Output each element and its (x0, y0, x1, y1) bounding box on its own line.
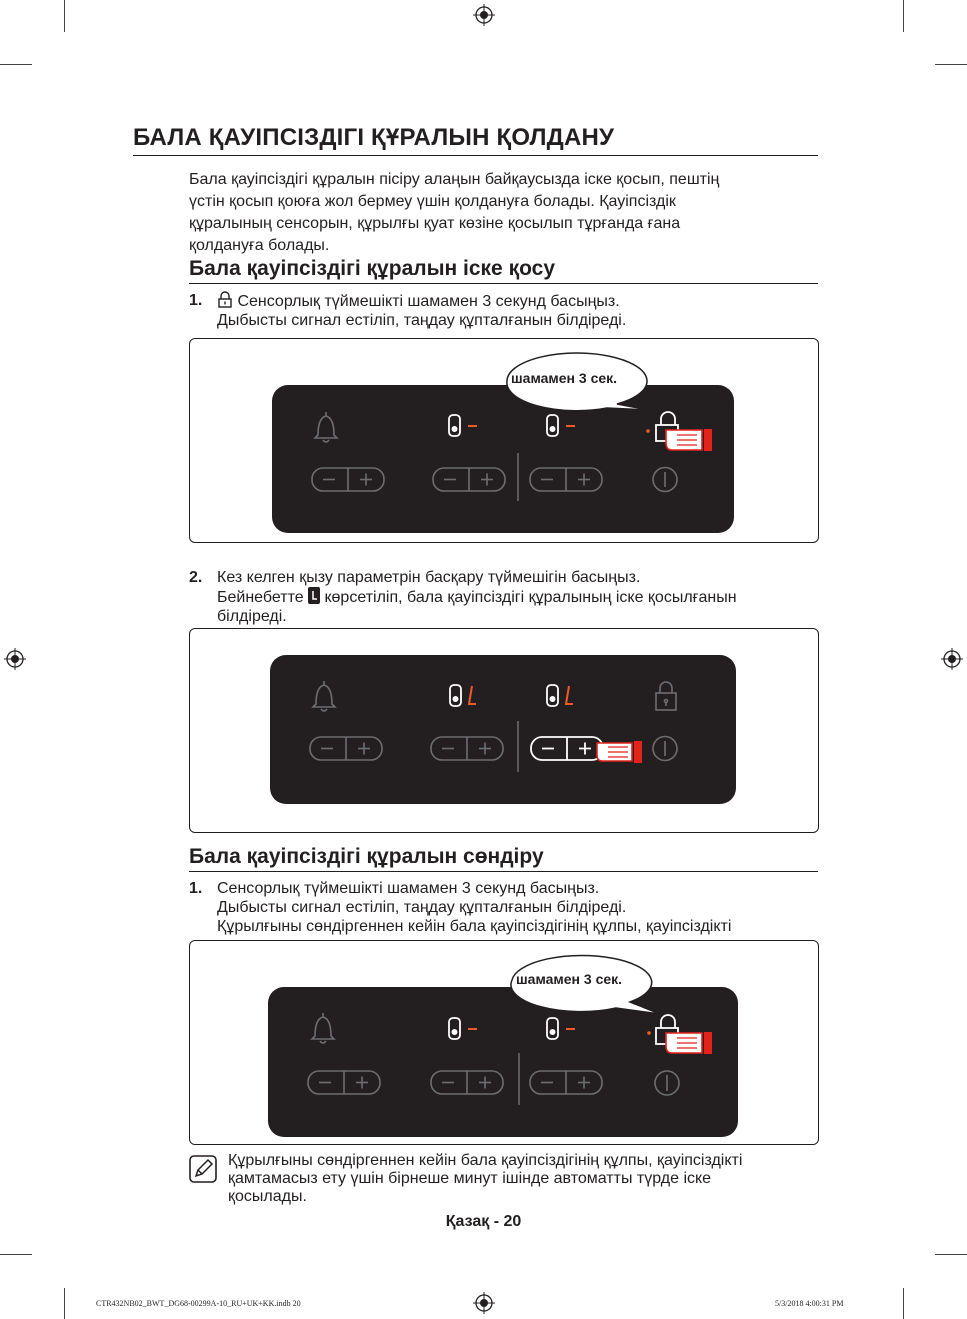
slider-control-2 (431, 737, 503, 760)
slider-control-2 (433, 468, 505, 491)
step-text: көрсетіліп, бала қауіпсіздігі құралының іске қосылғанын (324, 589, 737, 606)
registration-mark-icon (473, 1292, 495, 1314)
bubble-label: шамамен 3 сек. (516, 971, 623, 987)
cooktop-controls-figure-3 (268, 987, 738, 1137)
slug-filename: CTR432NB02_BWT_DG68-00299A-10_RU+UK+KK.indb 20 (96, 1299, 301, 1308)
lock-icon (217, 291, 233, 308)
crop-mark (64, 0, 65, 32)
power-icon (655, 1071, 679, 1095)
lock-display-icon (308, 587, 320, 604)
zone-indicator-icon (450, 685, 461, 706)
power-icon (653, 737, 677, 761)
page-number: Қазақ - 20 (445, 1213, 522, 1230)
crop-mark (0, 1254, 32, 1255)
step-text: Сенсорлық түймешікті шамамен 3 секунд басыңыз. (217, 880, 600, 897)
step-text: Құрылғыны сөндіргеннен кейін бала қауіпсіздігінің құлпы, қауіпсіздікті (217, 918, 732, 935)
slider-control-1 (312, 468, 384, 491)
zone-indicator-icon (547, 1018, 558, 1039)
page-title: БАЛА ҚАУІПСІЗДІГІ ҚҰРАЛЫН ҚОЛДАНУ (133, 124, 818, 156)
registration-mark-icon (4, 648, 26, 670)
registration-mark-icon (941, 648, 963, 670)
slider-control-1 (310, 737, 382, 760)
timer-bell-icon (315, 412, 337, 442)
pressing-hand-icon (666, 1032, 712, 1054)
crop-mark (64, 1288, 65, 1319)
intro-line: үстін қосып қоюға жол бермеу үшін қолдануға болады. Қауіпсіздік (189, 193, 676, 210)
intro-paragraph (189, 169, 809, 257)
crop-mark (935, 1254, 967, 1255)
intro-line: Бала қауіпсіздігі құралын пісіру алаңын байқаусызда іске қосып, пештің (189, 171, 720, 188)
power-icon (653, 468, 677, 492)
display-lock-symbol (566, 686, 573, 704)
step-text: білдіреді. (217, 608, 287, 625)
crop-mark (903, 1288, 904, 1319)
zone-indicator-icon (449, 1018, 460, 1039)
cooktop-controls-figure-2 (270, 655, 736, 804)
step-text: Дыбысты сигнал естіліп, таңдау құпталғанын білдіреді. (217, 899, 627, 916)
pressing-hand-icon (666, 429, 712, 451)
crop-mark (903, 0, 904, 32)
zone-indicator-icon (547, 685, 558, 706)
lock-icon (656, 682, 676, 710)
slider-control-3 (530, 468, 602, 491)
step-number: 1. (189, 880, 203, 897)
lock-indicator-dot (647, 1031, 651, 1035)
step-text: Кез келген қызу параметрін басқару түймешігін басыңыз. (217, 569, 641, 586)
slider-control-2 (431, 1071, 503, 1094)
display-lock-symbol (469, 686, 476, 704)
zone-indicator-icon (547, 415, 558, 436)
intro-line: құралының сенсорын, құрылғы қуат көзіне қосылып тұрғанда ғана (189, 215, 681, 232)
slider-control-3 (530, 1071, 602, 1094)
note-pencil-icon (189, 1155, 217, 1183)
step-text: Дыбысты сигнал естіліп, таңдау құпталғанын білдіреді. (217, 312, 627, 329)
lock-indicator-dot (646, 429, 650, 433)
slider-control-1 (308, 1071, 380, 1094)
timer-bell-icon (313, 681, 335, 711)
step-number: 2. (189, 569, 203, 586)
crop-mark (935, 64, 967, 65)
registration-mark-icon (473, 4, 495, 26)
crop-mark (0, 64, 32, 65)
intro-line: қолдануға болады. (189, 237, 330, 254)
step-number: 1. (189, 292, 203, 309)
timer-bell-icon (312, 1013, 334, 1043)
zone-indicator-icon (449, 415, 460, 436)
step-text: Сенсорлық түймешікті шамамен 3 секунд басыңыз. (237, 293, 620, 310)
note-line: Құрылғыны сөндіргеннен кейін бала қауіпсіздігінің құлпы, қауіпсіздікті (228, 1152, 743, 1169)
section-heading-on: Бала қауіпсіздігі құралын іске қосу (189, 257, 818, 284)
bubble-label: шамамен 3 сек. (511, 370, 618, 386)
slider-control-3-active (531, 737, 603, 760)
pressing-hand-icon (597, 741, 642, 763)
section-heading-off: Бала қауіпсіздігі құралын сөндіру (189, 845, 818, 872)
slug-timestamp: 5/3/2018 4:00:31 PM (775, 1299, 844, 1308)
note-line: қамтамасыз ету үшін бірнеше минут ішінде автоматты түрде іске (228, 1170, 712, 1187)
note-line: қосылады. (228, 1188, 307, 1205)
step-text: Бейнебетте (217, 589, 304, 606)
